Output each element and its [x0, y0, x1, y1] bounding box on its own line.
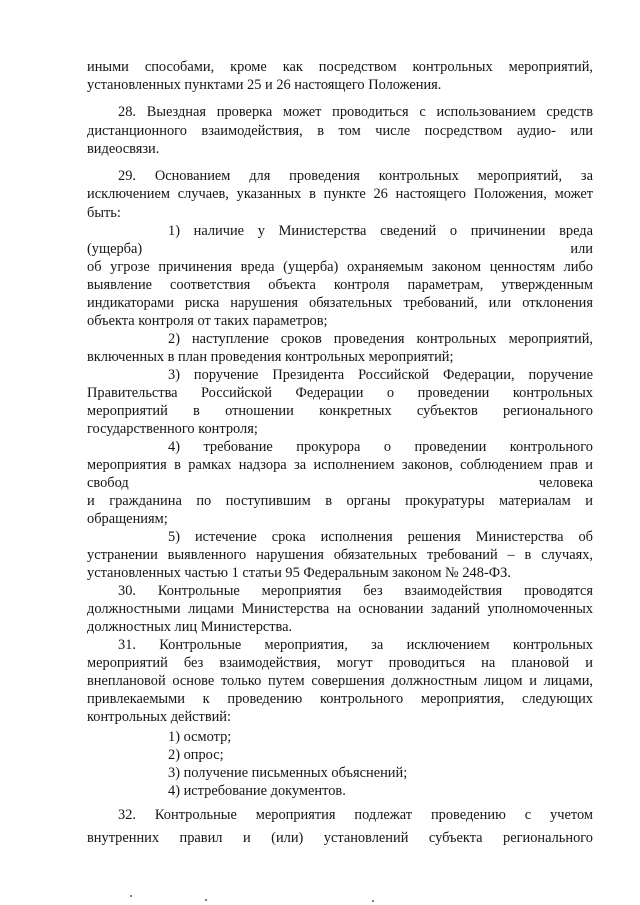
text-line: видеосвязи.: [87, 141, 160, 157]
text-line: 2) наступление сроков проведения контрольных мероприятий,: [168, 331, 593, 347]
scan-speck: [130, 895, 132, 897]
text-line: выявление соответствия объекта контроля параметрам, утвержденным: [87, 277, 593, 293]
text-line: 28. Выездная проверка может проводиться с использованием средств: [118, 104, 593, 120]
text-line: обращениям;: [87, 511, 168, 527]
text-line: включенных в план проведения контрольных мероприятий;: [87, 349, 454, 365]
text-line: 4) требование прокурора о проведении контрольного: [168, 439, 593, 455]
text-line: 31. Контрольные мероприятия, за исключением контрольных: [118, 637, 593, 653]
scan-speck: [205, 899, 207, 901]
text-line: мероприятия в рамках надзора за исполнением законов, соблюдением прав и: [87, 457, 593, 473]
text-line: индикаторами риска нарушения обязательных требований, или отклонения: [87, 295, 593, 311]
text-line: должностных лиц Министерства.: [87, 619, 293, 635]
text-line: об угрозе причинения вреда (ущерба) охраняемым законом ценностям либо: [87, 259, 593, 275]
text-line: и гражданина по поступившим в органы прокуратуры материалам и: [87, 493, 593, 509]
text-line: 30. Контрольные мероприятия без взаимодействия проводятся: [118, 583, 593, 599]
text-line: внеплановой основе только путем совершения должностным лицом и лицами,: [87, 673, 593, 689]
text-line: свобод человека: [87, 475, 593, 491]
text-line: установленных частью 1 статьи 95 Федеральным законом № 248-ФЗ.: [87, 565, 511, 581]
scan-speck: [372, 900, 374, 902]
text-line: 29. Основанием для проведения контрольных мероприятий, за: [118, 168, 593, 184]
text-line: устранении выявленного нарушения обязательных требований – в случаях,: [87, 547, 593, 563]
text-line: иными способами, кроме как посредством контрольных мероприятий,: [87, 59, 593, 75]
text-line: мероприятий в отношении конкретных субъектов регионального: [87, 403, 593, 419]
list-item: 4) истребование документов.: [168, 783, 346, 799]
text-line: исключением случаев, указанных в пункте 26 настоящего Положения, может: [87, 186, 593, 202]
list-item: 2) опрос;: [168, 747, 224, 763]
text-line: 3) поручение Президента Российской Федерации, поручение: [168, 367, 593, 383]
text-line: мероприятий без взаимодействия, могут проводиться на плановой и: [87, 655, 593, 671]
list-item: 3) получение письменных объяснений;: [168, 765, 408, 781]
text-line: дистанционного взаимодействия, в том числе посредством аудио- или: [87, 123, 593, 139]
text-line: контрольных действий:: [87, 709, 232, 725]
text-line: Правительства Российской Федерации о проведении контрольных: [87, 385, 593, 401]
text-line: привлекаемыми к проведению контрольного мероприятия, следующих: [87, 691, 593, 707]
text-line: внутренних правил и (или) установлений субъекта регионального: [87, 830, 593, 846]
text-line: (ущерба) или: [87, 241, 593, 257]
text-line: быть:: [87, 205, 121, 221]
text-line: государственного контроля;: [87, 421, 258, 437]
text-line: 32. Контрольные мероприятия подлежат проведению с учетом: [118, 807, 593, 823]
text-line: 5) истечение срока исполнения решения Министерства об: [168, 529, 593, 545]
list-item: 1) осмотр;: [168, 729, 232, 745]
text-line: 1) наличие у Министерства сведений о причинении вреда: [168, 223, 593, 239]
text-line: должностными лицами Министерства на основании заданий уполномоченных: [87, 601, 593, 617]
text-line: объекта контроля от таких параметров;: [87, 313, 328, 329]
text-line: установленных пунктами 25 и 26 настоящего Положения.: [87, 77, 442, 93]
